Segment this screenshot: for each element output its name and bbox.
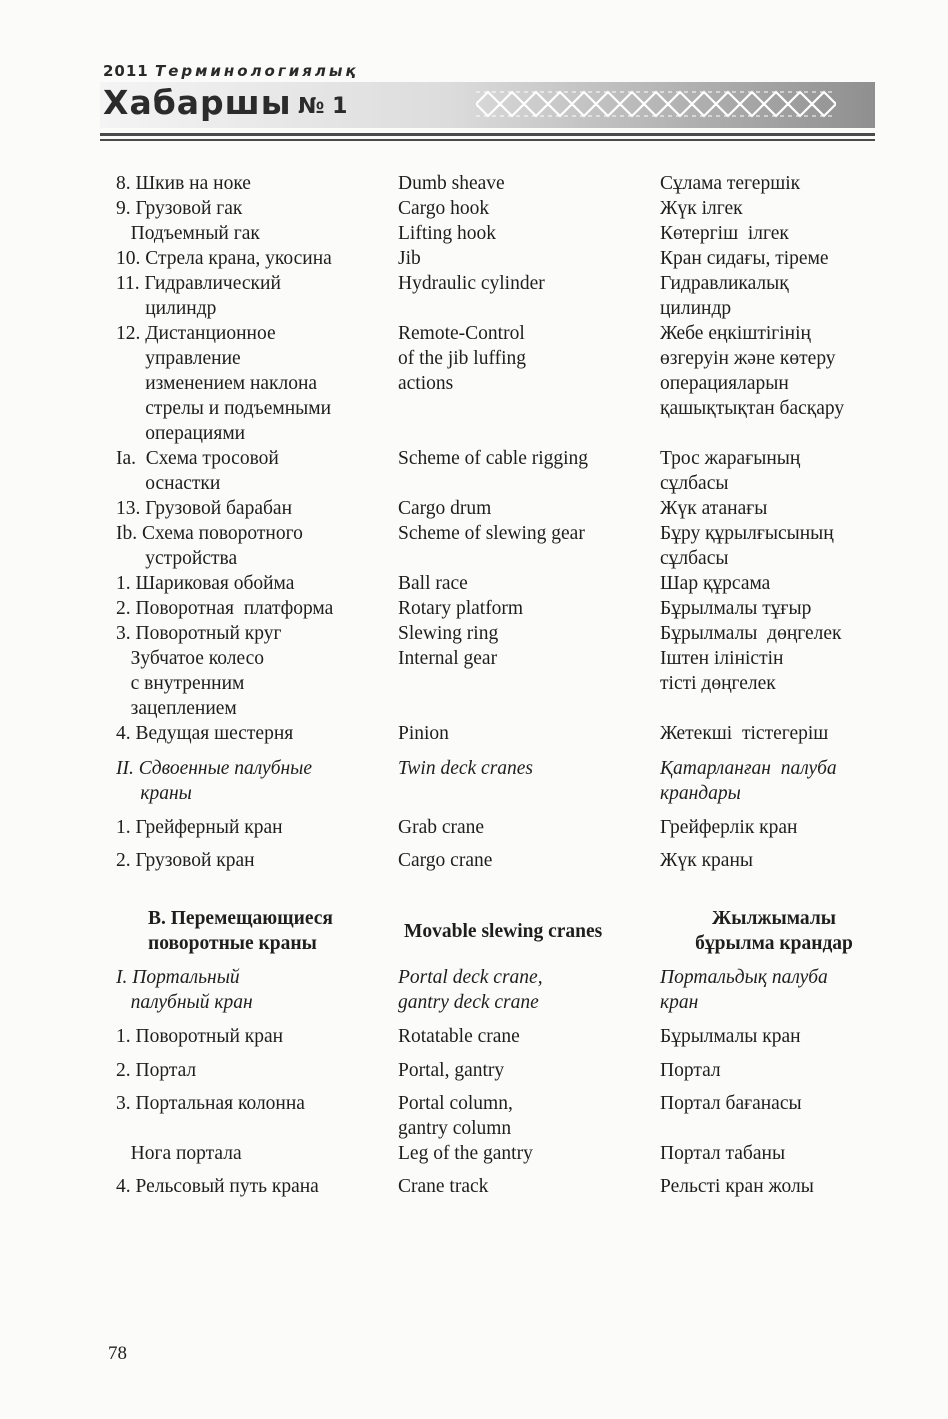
section-heading-ru: II. Сдвоенные палубные краны <box>116 758 313 804</box>
group-heading-en: Movable slewing cranes <box>404 921 603 942</box>
term-ru: 3. Поворотный круг Зубчатое колесо с внутренним зацеплением <box>116 623 282 719</box>
term-en: Cargo drum <box>398 498 492 519</box>
term-ru: 13. Грузовой барабан <box>116 498 293 519</box>
term-kz: Портал бағанасы <box>660 1093 802 1114</box>
term-kz: Шар құрсама <box>660 573 771 594</box>
journal-year: 2011 <box>103 62 149 80</box>
section-heading-kz: Қатарланған палуба крандары <box>660 758 837 804</box>
issue-number: № 1 <box>298 94 348 119</box>
term-kz: Сұлама тегершік <box>660 173 801 194</box>
term-kz: Портал <box>660 1060 721 1081</box>
header-rule-top <box>100 133 875 136</box>
term-kz: Жүк атанағы <box>660 498 768 519</box>
term-en: Grab crane <box>398 817 485 838</box>
term-kz: Трос жарағының сұлбасы <box>660 448 801 494</box>
term-en: Portal column, gantry column <box>398 1093 513 1139</box>
term-en: Dumb sheave <box>398 173 505 194</box>
term-en: Rotary platform <box>398 598 524 619</box>
term-en: Remote-Control of the jib luffing actions <box>398 323 526 394</box>
journal-subtitle: Терминологиялық <box>154 62 359 80</box>
term-kz: Жетекші тістегеріш <box>660 723 829 744</box>
term-en: Ball race <box>398 573 468 594</box>
term-ru: 2. Грузовой кран <box>116 850 255 871</box>
term-ru: 10. Стрела крана, укосина <box>116 248 332 269</box>
term-ru: 8. Шкив на ноке <box>116 173 251 194</box>
term-en: Rotatable crane <box>398 1026 520 1047</box>
term-kz: Рельсті кран жолы <box>660 1176 814 1197</box>
term-kz: Кран сидағы, тіреме <box>660 248 829 269</box>
term-kz: Жүк ілгек Көтергіш ілгек <box>660 198 789 244</box>
term-ru: Ia. Схема тросовой оснастки <box>116 448 279 494</box>
term-ru: 1. Шариковая обойма <box>116 573 295 594</box>
term-kz: Портал табаны <box>660 1143 786 1164</box>
section-heading-kz: Портальдық палуба кран <box>660 967 828 1013</box>
term-kz: Гидравликалық цилиндр <box>660 273 789 319</box>
term-en: Portal, gantry <box>398 1060 505 1081</box>
journal-title: Хабаршы <box>103 83 292 122</box>
section-heading-en: Twin deck cranes <box>398 758 534 779</box>
term-en: Leg of the gantry <box>398 1143 533 1164</box>
term-kz: Бұрылмалы дөңгелек Іштен ілініcтін тісті дөңгелек <box>660 623 842 694</box>
term-ru: 3. Портальная колонна <box>116 1093 305 1114</box>
term-ru: Ib. Схема поворотного устройства <box>116 523 303 569</box>
term-ru: 1. Поворотный кран <box>116 1026 284 1047</box>
group-heading-kz: Жылжымалы бұрылма крандар <box>695 908 853 954</box>
term-ru: 12. Дистанционное управление изменением наклона стрелы и подъемными операциями <box>116 323 332 444</box>
term-ru: Нога портала <box>116 1143 242 1164</box>
term-ru: 4. Ведущая шестерня <box>116 723 294 744</box>
term-ru: 2. Поворотная платформа <box>116 598 334 619</box>
section-heading-en: Portal deck crane, gantry deck crane <box>398 967 543 1013</box>
journal-year-subtitle <box>103 62 359 80</box>
term-ru: 4. Рельсовый путь крана <box>116 1176 319 1197</box>
term-kz: Бұрылмалы кран <box>660 1026 801 1047</box>
term-ru: 1. Грейферный кран <box>116 817 283 838</box>
term-en: Hydraulic cylinder <box>398 273 545 294</box>
term-en: Scheme of slewing gear <box>398 523 585 544</box>
term-en: Pinion <box>398 723 449 744</box>
term-en: Slewing ring Internal gear <box>398 623 499 669</box>
section-heading-ru: I. Портальный палубный кран <box>116 967 253 1013</box>
term-en: Cargo hook Lifting hook <box>398 198 497 244</box>
term-en: Jib <box>398 248 421 269</box>
page-number: 78 <box>108 1343 127 1364</box>
term-en: Scheme of cable rigging <box>398 448 589 469</box>
term-ru: 2. Портал <box>116 1060 197 1081</box>
term-kz: Бұру құрылғысының сұлбасы <box>660 523 834 569</box>
header-rule-bottom <box>100 139 875 141</box>
term-ru: 11. Гидравлический цилиндр <box>116 273 281 319</box>
term-kz: Грейферлік кран <box>660 817 798 838</box>
term-kz: Бұрылмалы тұғыр <box>660 598 812 619</box>
term-kz: Жебе еңкіштігінің өзгеруін және көтеру операцияларын қашықтықтан басқару <box>660 323 845 419</box>
term-en: Cargo crane <box>398 850 493 871</box>
term-kz: Жүк краны <box>660 850 753 871</box>
term-ru: 9. Грузовой гак Подъемный гак <box>116 198 260 244</box>
term-en: Crane track <box>398 1176 489 1197</box>
ornament-graphic <box>476 86 836 122</box>
group-heading-ru: B. Перемещающиеся поворотные краны <box>148 908 333 954</box>
